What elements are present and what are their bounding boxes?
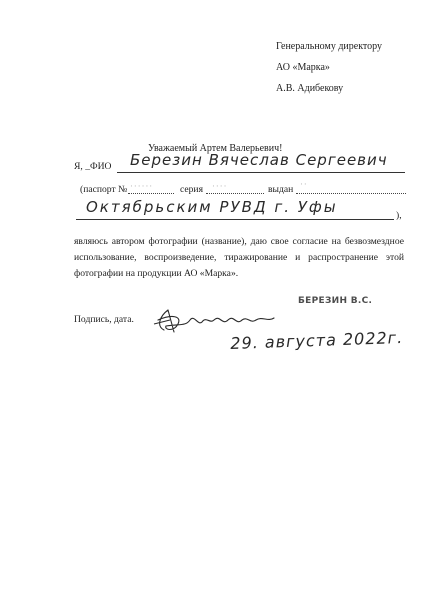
fio-label: Я, _ФИО <box>74 161 112 172</box>
issued-line <box>296 193 406 194</box>
passport-label: (паспорт № <box>80 184 128 195</box>
series-label: серия <box>180 184 203 195</box>
issued-redacted: ·· <box>300 180 308 190</box>
fio-underline <box>117 172 405 173</box>
addressee-name: А.В. Адибекову <box>276 83 344 94</box>
signature-label: Подпись, дата. <box>74 314 134 325</box>
issuer-underline <box>76 219 394 220</box>
consent-text: являюсь автором фотографии (название), даю свое согласие на безвозмездное использование, воспроизведение, тиражирование и распространение этой фотографии на продукции АО «Марка». <box>74 236 404 279</box>
series-redacted: ···· <box>212 182 228 192</box>
handwritten-date: 29. августа 2022г. <box>230 327 404 353</box>
issued-label: выдан <box>268 184 294 195</box>
series-line <box>206 193 264 194</box>
passport-number-redacted: ······ <box>130 182 154 192</box>
handwritten-full-name: Березин Вячеслав Сергеевич <box>130 151 388 169</box>
signature-name-stamp: БЕРЕЗИН В.С. <box>298 296 373 306</box>
addressee-company: АО «Марка» <box>276 62 330 73</box>
issuer-close: ), <box>396 210 402 221</box>
passport-number-line <box>128 193 174 194</box>
handwritten-issuer: Октябрьским РУВД г. Уфы <box>86 198 338 216</box>
addressee-position: Генеральному директору <box>276 41 383 52</box>
greeting: Уважаемый Артем Валерьевич! <box>148 143 283 154</box>
